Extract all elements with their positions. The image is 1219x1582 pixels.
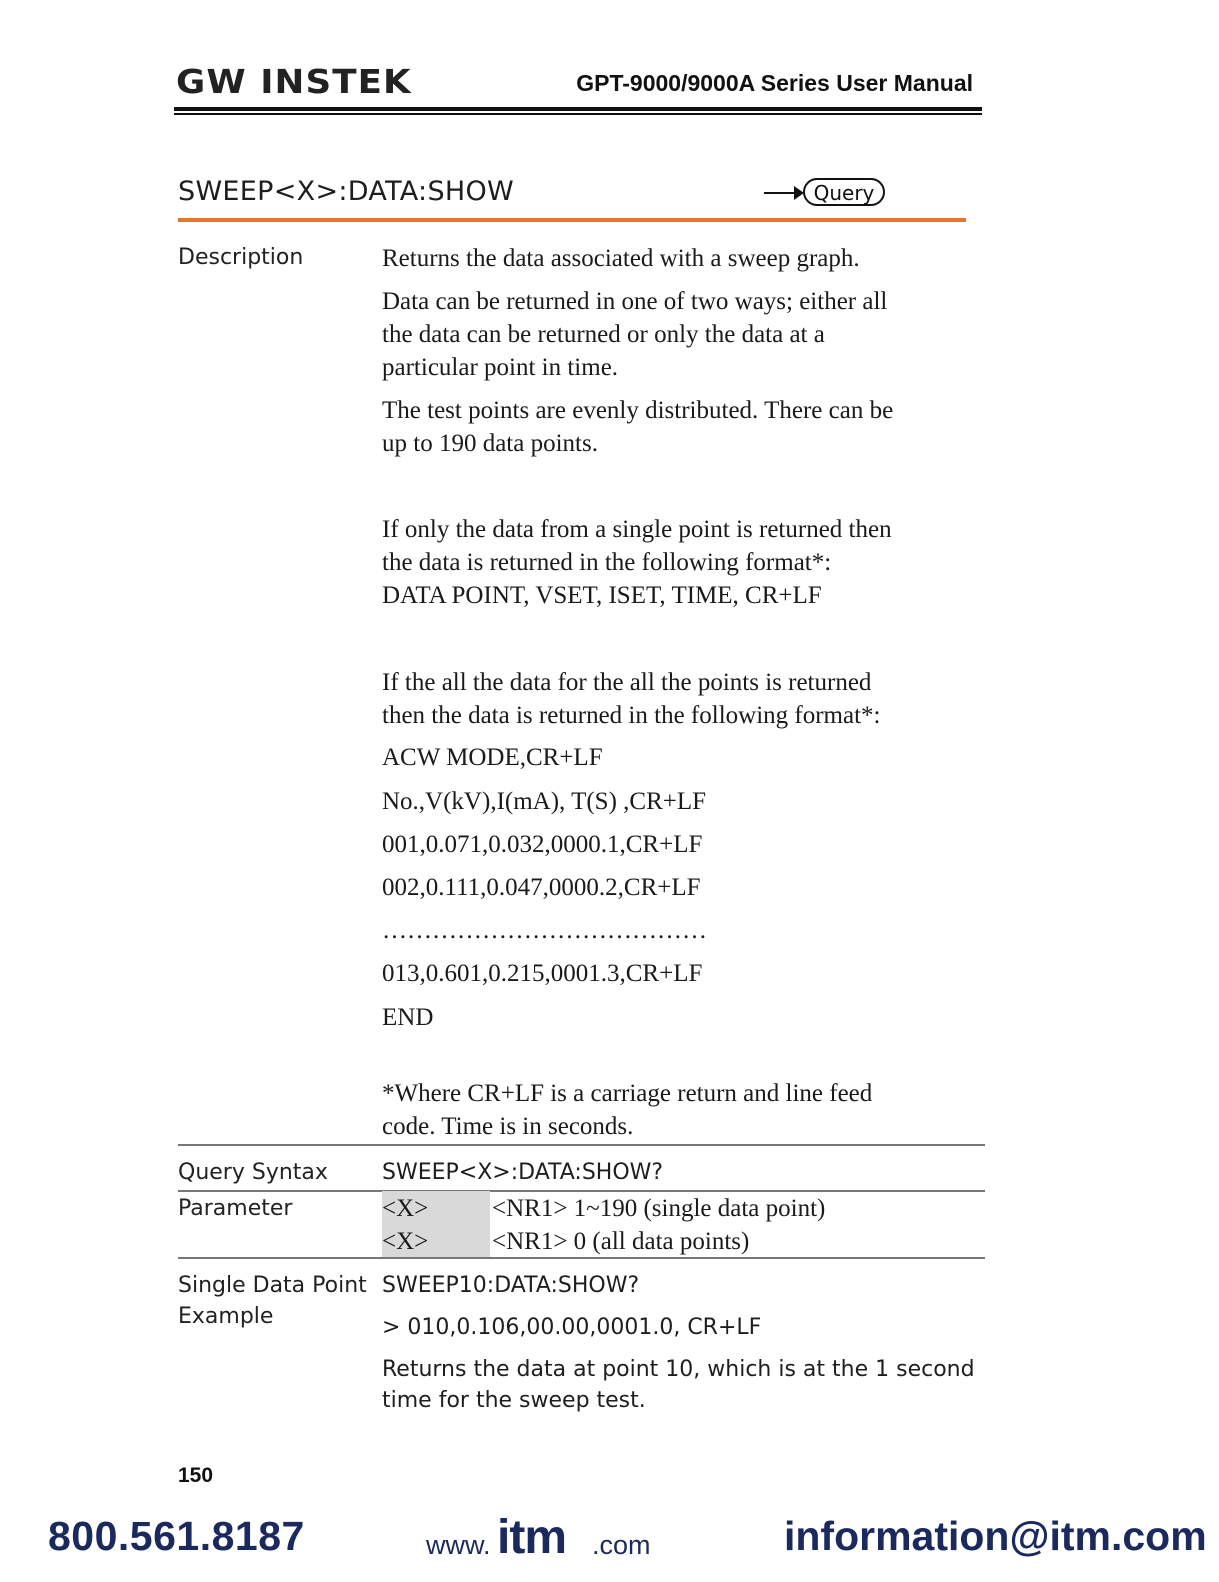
query-syntax-value: SWEEP<X>:DATA:SHOW? [382,1160,664,1185]
header-rule [174,107,982,111]
example-label-2: Example [178,1304,274,1329]
itm-logo[interactable]: itm [497,1511,566,1564]
heading-underline [178,218,966,222]
description-line: The test points are evenly distributed. There can be [382,397,894,424]
description-line: If only the data from a single point is returned then [382,516,892,543]
query-badge: Query [803,178,885,206]
format-line: 002,0.111,0.047,0000.2,CR+LF [382,874,701,901]
example-label: Single Data Point [178,1273,367,1298]
description-label: Description [178,245,304,270]
footer-www[interactable]: www. [426,1530,491,1560]
example-explanation: Returns the data at point 10, which is at the 1 second [382,1357,975,1382]
page-number: 150 [178,1464,214,1487]
command-title: SWEEP<X>:DATA:SHOW [178,176,515,207]
example-response: > 010,0.106,00.00,0001.0, CR+LF [382,1315,762,1340]
description-line: Data can be returned in one of two ways; either all [382,288,888,315]
description-line: Returns the data associated with a sweep graph. [382,245,860,272]
footer-phone[interactable]: 800.561.8187 [48,1513,305,1559]
gw-instek-logo: GW INSTEK [176,62,412,101]
footer-email[interactable]: information@itm.com [784,1513,1207,1559]
row-divider [178,1144,985,1146]
manual-title: GPT-9000/9000A Series User Manual [576,70,973,96]
format-line: No.,V(kV),I(mA), T(S) ,CR+LF [382,788,707,815]
format-line: END [382,1004,434,1031]
parameter-name: <X> [382,1228,429,1255]
description-line: the data can be returned or only the data at a [382,321,825,348]
description-line: If the all the data for the all the points is returned [382,669,872,696]
example-command: SWEEP10:DATA:SHOW? [382,1273,640,1298]
parameter-name: <X> [382,1195,429,1222]
footnote-line: *Where CR+LF is a carriage return and line feed [382,1080,873,1107]
parameter-label: Parameter [178,1196,293,1221]
format-ellipsis: ………………………………… [382,917,707,944]
parameter-desc: <NR1> 0 (all data points) [492,1228,750,1255]
footer-com[interactable]: .com [592,1530,651,1560]
format-line: 001,0.071,0.032,0000.1,CR+LF [382,831,703,858]
example-explanation: time for the sweep test. [382,1388,646,1413]
description-line: up to 190 data points. [382,430,598,457]
row-divider [178,1257,985,1259]
description-line: then the data is returned in the following format*: [382,702,881,729]
format-single-point: DATA POINT, VSET, ISET, TIME, CR+LF [382,582,822,609]
format-line: 013,0.601,0.215,0001.3,CR+LF [382,960,703,987]
format-line: ACW MODE,CR+LF [382,744,603,771]
query-syntax-label: Query Syntax [178,1160,328,1185]
header-rule-thin [174,113,982,115]
description-line: particular point in time. [382,354,619,381]
parameter-desc: <NR1> 1~190 (single data point) [492,1195,826,1222]
footnote-line: code. Time is in seconds. [382,1113,634,1140]
description-line: the data is returned in the following format*: [382,549,832,576]
